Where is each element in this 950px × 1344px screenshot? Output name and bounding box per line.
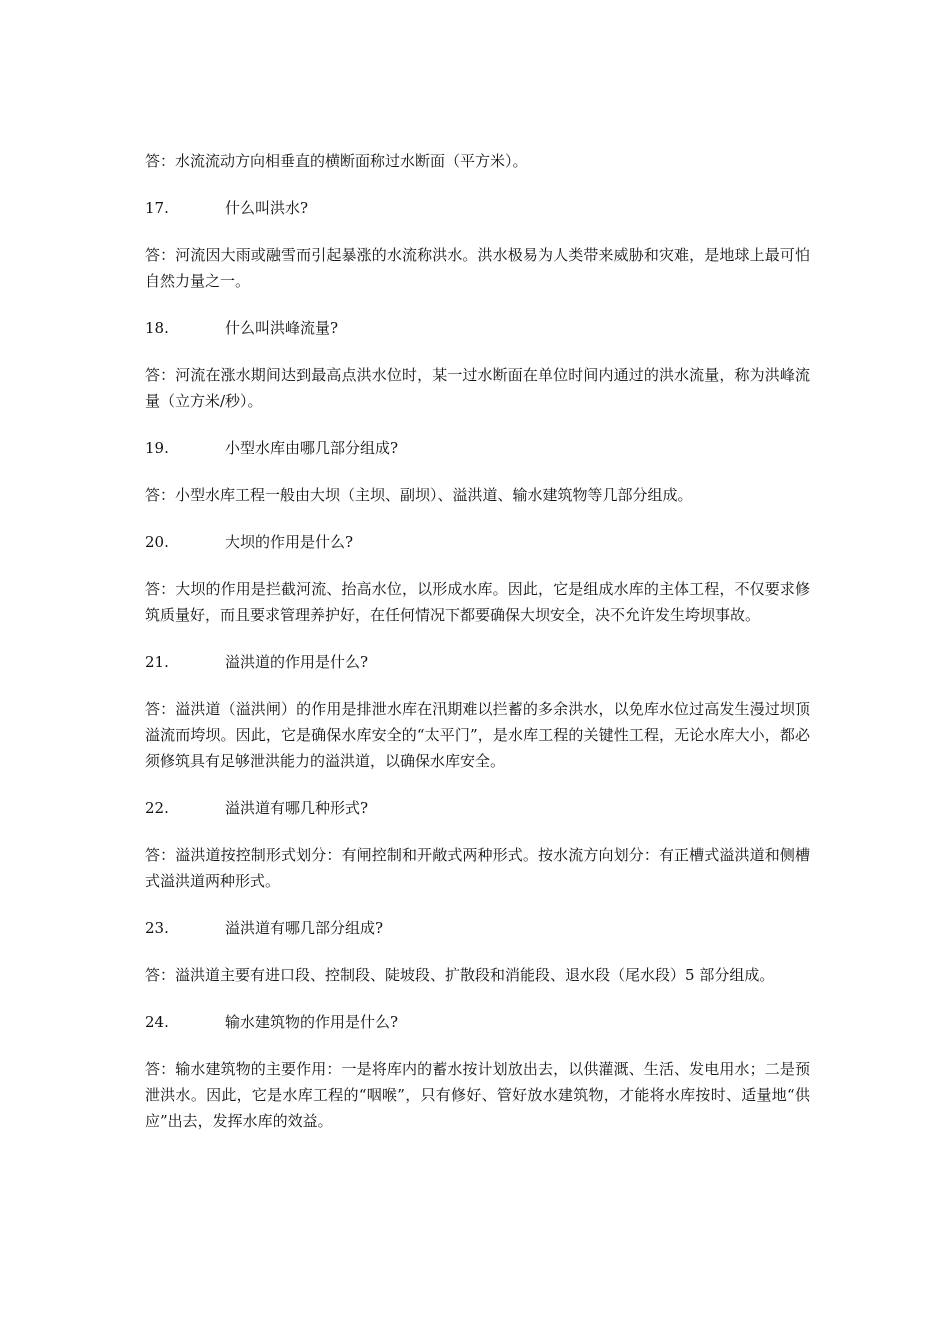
- answer-paragraph: 答：溢洪道（溢洪闸）的作用是排泄水库在汛期难以拦蓄的多余洪水，以免库水位过高发生漫过坝顶溢流而垮坝。因此，它是确保水库安全的“太平门”，是水库工程的关键性工程，无论水库大小，都必须修筑具有足够泄洪能力的溢洪道，以确保水库安全。: [145, 700, 810, 770]
- answer-paragraph: 答：大坝的作用是拦截河流、抬高水位，以形成水库。因此，它是组成水库的主体工程，不仅要求修筑质量好，而且要求管理养护好，在任何情况下都要确保大坝安全，决不允许发生垮坝事故。: [145, 580, 810, 624]
- question-heading-20: [145, 529, 810, 555]
- question-number: 17.: [145, 199, 169, 217]
- answer-paragraph: 答：输水建筑物的主要作用：一是将库内的蓄水按计划放出去，以供灌溉、生活、发电用水；二是预泄洪水。因此，它是水库工程的“咽喉”，只有修好、管好放水建筑物，才能将水库按时、适量地“供应”出去，发挥水库的效益。: [145, 1060, 810, 1130]
- question-heading-22: [145, 795, 810, 821]
- answer-paragraph: 答：溢洪道主要有进口段、控制段、陡坡段、扩散段和消能段、退水段（尾水段）5 部分组成。: [145, 966, 775, 984]
- question-heading-21: [145, 649, 810, 675]
- question-number: 21.: [145, 653, 169, 671]
- question-heading-24: [145, 1009, 810, 1035]
- question-number: 24.: [145, 1013, 169, 1031]
- answer-paragraph: 答：河流在涨水期间达到最高点洪水位时，某一过水断面在单位时间内通过的洪水流量，称为洪峰流量（立方米/秒）。: [145, 366, 810, 410]
- question-number: 22.: [145, 799, 169, 817]
- question-text: 小型水库由哪几部分组成?: [225, 439, 399, 457]
- question-text: 溢洪道有哪几部分组成?: [225, 919, 384, 937]
- answer-paragraph: 答：小型水库工程一般由大坝（主坝、副坝）、溢洪道、输水建筑物等几部分组成。: [145, 486, 693, 504]
- question-number: 18.: [145, 319, 169, 337]
- answer-paragraph: 答：水流流动方向相垂直的横断面称过水断面（平方米）。: [145, 152, 528, 170]
- question-text: 什么叫洪峰流量?: [225, 319, 339, 337]
- question-heading-17: [145, 195, 810, 221]
- question-text: 溢洪道有哪几种形式?: [225, 799, 369, 817]
- question-heading-19: [145, 435, 810, 461]
- question-text: 大坝的作用是什么?: [225, 533, 354, 551]
- document-body: [145, 148, 810, 1155]
- question-number: 20.: [145, 533, 169, 551]
- question-heading-18: [145, 315, 810, 341]
- question-heading-23: [145, 915, 810, 941]
- answer-paragraph: 答：溢洪道按控制形式划分：有闸控制和开敞式两种形式。按水流方向划分：有正槽式溢洪道和侧槽式溢洪道两种形式。: [145, 846, 810, 890]
- question-text: 什么叫洪水?: [225, 199, 309, 217]
- question-text: 输水建筑物的作用是什么?: [225, 1013, 399, 1031]
- answer-paragraph: 答：河流因大雨或融雪而引起暴涨的水流称洪水。洪水极易为人类带来威胁和灾难，是地球上最可怕自然力量之一。: [145, 246, 810, 290]
- question-number: 19.: [145, 439, 169, 457]
- question-text: 溢洪道的作用是什么?: [225, 653, 369, 671]
- question-number: 23.: [145, 919, 169, 937]
